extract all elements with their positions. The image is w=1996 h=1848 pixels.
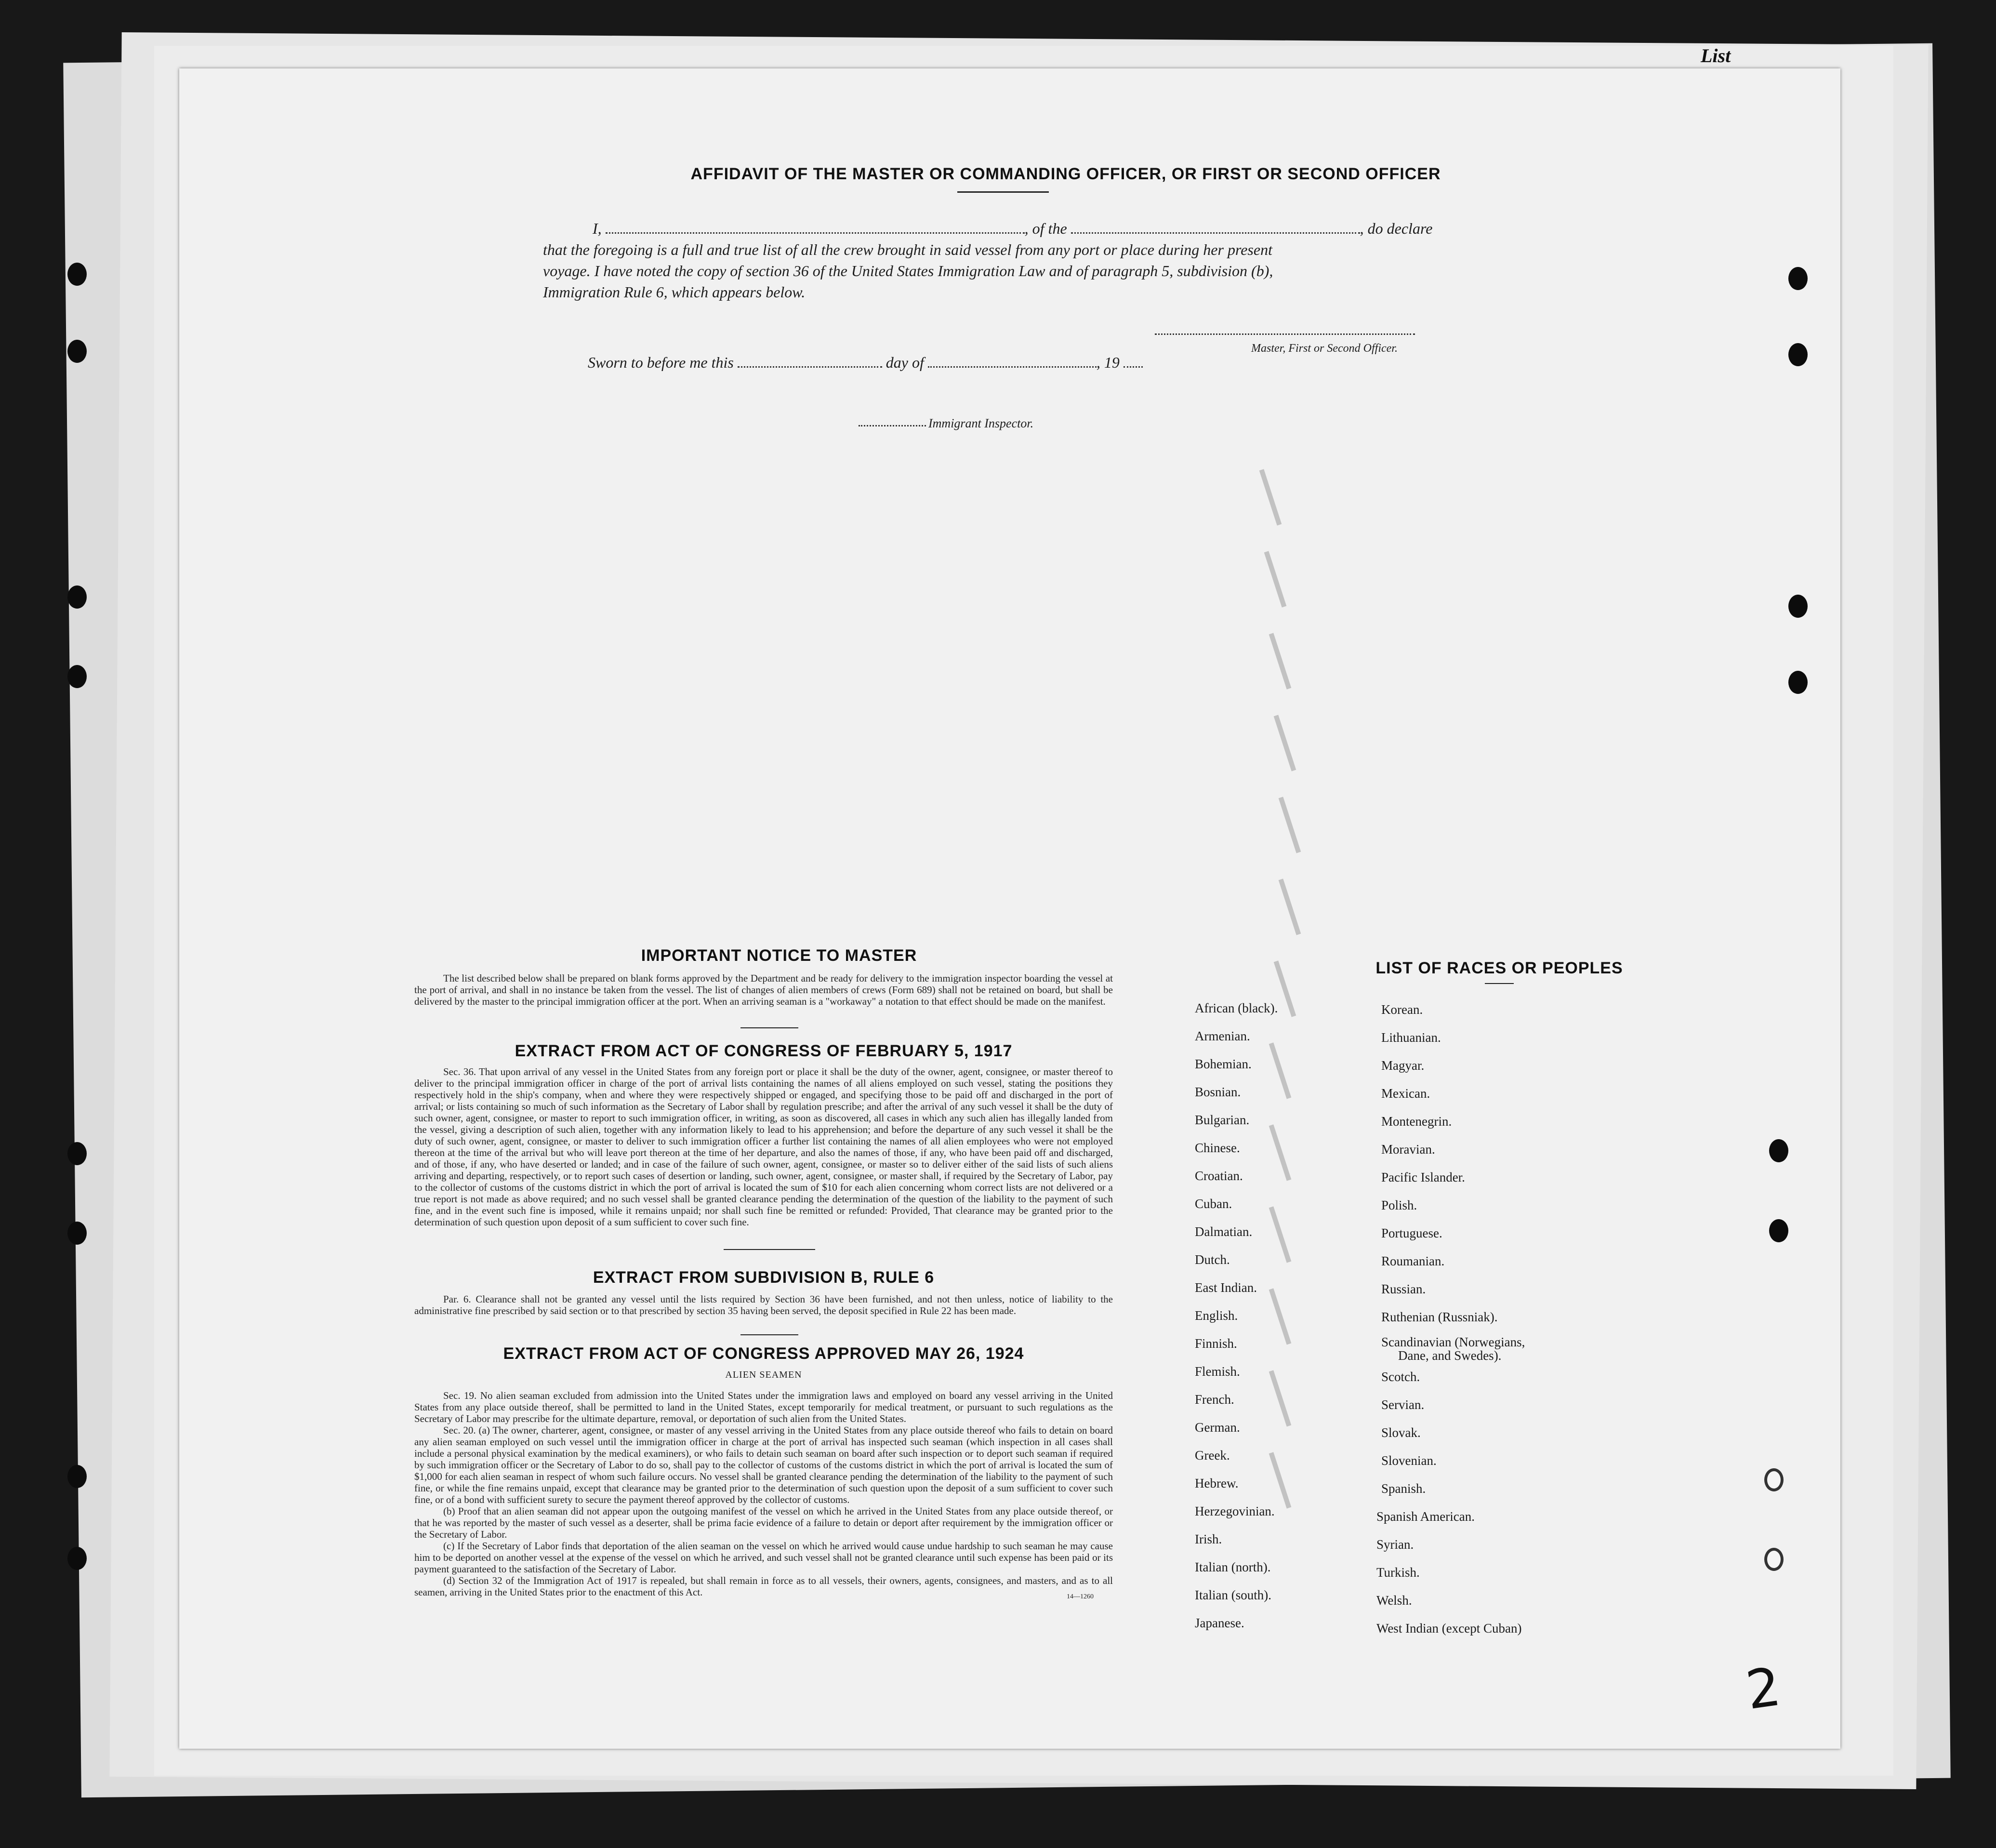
race-right: Magyar.: [1381, 1058, 1425, 1073]
sec20c: (c) If the Secretary of Labor finds that deportation of the alien seaman on the vessel on which he arrived would cause undue hardship to such seaman he may cause him to be deported on another vessel at the expense of the vessel on which he arrived, and such vessel shall not be granted clearance until such expense has been paid or its payment guaranteed to the satisfaction of the Secretary of Labor.: [414, 1540, 1113, 1575]
race-right: Syrian.: [1376, 1537, 1414, 1552]
race-left: Bosnian.: [1195, 1085, 1241, 1099]
section-rule: [740, 1334, 798, 1335]
signature-caption: Master, First or Second Officer.: [1251, 342, 1398, 355]
race-right: Spanish American.: [1376, 1509, 1475, 1524]
race-left: Croatian.: [1195, 1169, 1243, 1183]
race-right: Slovak.: [1381, 1425, 1421, 1440]
race-left: Greek.: [1195, 1448, 1230, 1462]
alien-seamen-subheading: ALIEN SEAMEN: [725, 1369, 802, 1380]
affidavit-line: that the foregoing is a full and true list of all the crew brought in said vessel from any port or place during her present: [543, 241, 1272, 258]
race-left: Hebrew.: [1195, 1476, 1239, 1490]
race-right: Turkish.: [1376, 1565, 1420, 1580]
sworn-year: , 19: [1096, 354, 1120, 371]
sworn-year-field: [1124, 366, 1143, 368]
race-left: Italian (south).: [1195, 1588, 1271, 1602]
binder-hole-icon: [1788, 671, 1808, 694]
race-right: Lithuanian.: [1381, 1030, 1441, 1045]
race-left: German.: [1195, 1420, 1240, 1435]
binder-hole-icon: [67, 1547, 87, 1570]
binder-hole-icon: [1788, 343, 1808, 366]
race-right: Mexican.: [1381, 1086, 1430, 1101]
race-left: Cuban.: [1195, 1197, 1232, 1211]
notice-heading: IMPORTANT NOTICE TO MASTER: [641, 946, 917, 965]
race-right: Russian.: [1381, 1282, 1426, 1296]
notice-body: The list described below shall be prepared on blank forms approved by the Department and be ready for delivery to the immigration inspector boarding the vessel at the port of arrival, and shall in no instance be taken from the vessel. The list of changes of alien members of crews (Form 689) shall not be retained on board, but shall be delivered by the master to the principal immigration officer at the port. When an arriving seaman is a "workaway" a notation to that effect should be made on the manifest.: [414, 972, 1113, 1007]
extract-1917-heading: EXTRACT FROM ACT OF CONGRESS OF FEBRUARY 5, 1917: [515, 1042, 1013, 1060]
extract-1924-heading: EXTRACT FROM ACT OF CONGRESS APPROVED MAY 26, 1924: [503, 1344, 1024, 1363]
form-page: [179, 68, 1840, 1749]
race-right: West Indian (except Cuban): [1376, 1621, 1522, 1635]
section-rule: [740, 1027, 798, 1028]
affidavit-i: I,: [593, 220, 602, 237]
sworn-prefix: Sworn to before me this: [588, 354, 734, 371]
heading-rule: [957, 191, 1049, 193]
sec19: Sec. 19. No alien seaman excluded from admission into the United States under the immigration laws and employed on board any vessel arriving in the United States from any place outside thereof, shall be permitted to land in the United States, except temporarily for medical treatment, or pursuant to such regulations as the Secretary of Labor may prescribe for the ultimate departure, removal, or deportation of such alien from the United States.: [414, 1390, 1113, 1424]
affidavit-body: [543, 218, 1644, 303]
race-right: Dane, and Swedes).: [1398, 1348, 1502, 1363]
corner-note: List: [1701, 45, 1731, 66]
race-left: Japanese.: [1195, 1616, 1244, 1630]
sworn-line: [588, 354, 1143, 372]
binder-hole-icon: [67, 1142, 87, 1165]
affidavit-declare: , do declare: [1360, 220, 1433, 237]
page-number: 2: [1742, 1655, 1785, 1722]
binder-hole-icon: [1769, 1219, 1788, 1242]
binder-hole-icon: [67, 1222, 87, 1245]
binder-hole-icon: [67, 665, 87, 688]
race-left: Finnish.: [1195, 1336, 1237, 1351]
name-field: [606, 232, 1025, 234]
affidavit-line: voyage. I have noted the copy of section 36 of the United States Immigration Law and of paragraph 5, subdivision (b),: [543, 262, 1273, 279]
race-right: Portuguese.: [1381, 1226, 1442, 1240]
sworn-day-field: [738, 366, 882, 368]
race-right: Polish.: [1381, 1198, 1417, 1212]
extract-rule6-body: Par. 6. Clearance shall not be granted any vessel until the lists required by Section 36 have been furnished, and not then unless, notice of liability to the administrative fine prescribed by said section or to that prescribed by section 35 having been served, the deposit specified in Rule 22 has been made.: [414, 1293, 1113, 1316]
race-left: Chinese.: [1195, 1141, 1240, 1155]
sec20a: Sec. 20. (a) The owner, charterer, agent, consignee, or master of any vessel arriving in the United States from any place outside thereof who fails to detain on board any alien seaman employed on such vessel until the immigration officer in charge at the port of arrival has inspected such seaman (which inspection in all cases shall include a personal physical examination by the medical examiners), or who fails to detain such seaman on board after such inspection or to deport such seaman if required by such immigration officer or the Secretary of Labor to do so, shall pay to the collector of customs of the customs district in which the port of arrival is located the sum of $1,000 for each alien seaman in respect of whom such failure occurs. No vessel shall be granted clearance pending the determination of the liability to the payment of such fine, or while the fine remains unpaid, except that clearance may be granted prior to the determination of such question upon the deposit of a sum sufficient to cover such fine, or of a bond with sufficient surety to secure the payment thereof approved by the collector of customs.: [414, 1424, 1113, 1505]
binder-hole-icon: [1788, 595, 1808, 618]
binder-hole-icon: [67, 340, 87, 363]
binder-hole-icon: [1764, 1548, 1784, 1571]
binder-hole-icon: [1788, 267, 1808, 290]
race-left: Herzegovinian.: [1195, 1504, 1275, 1518]
race-right: Scotch.: [1381, 1369, 1420, 1384]
section-rule: [724, 1249, 815, 1250]
race-right: Pacific Islander.: [1381, 1170, 1465, 1184]
inspector-caption: Immigrant Inspector.: [928, 416, 1034, 430]
binder-hole-icon: [1764, 1468, 1784, 1491]
binder-hole-icon: [67, 585, 87, 609]
race-left: Flemish.: [1195, 1364, 1240, 1379]
extract-1924-body: [414, 1390, 1113, 1601]
sec20b: (b) Proof that an alien seaman did not appear upon the outgoing manifest of the vessel on which he arrived in the United States from any place outside thereof, or that he was reported by the master of such vessel as a deserter, shall be prima facie evidence of a failure to detain or deport after requirement by the immigration officer or the Secretary of Labor.: [414, 1505, 1113, 1540]
sworn-day-of: day of: [886, 354, 924, 371]
race-right: Ruthenian (Russniak).: [1381, 1310, 1498, 1324]
race-left: French.: [1195, 1392, 1234, 1407]
race-left: Dutch.: [1195, 1252, 1230, 1267]
race-right: Servian.: [1381, 1397, 1425, 1412]
signature-line: [1155, 333, 1415, 335]
binder-hole-icon: [67, 1465, 87, 1488]
form-number: 14—1260: [1067, 1593, 1094, 1600]
race-right: Korean.: [1381, 1002, 1423, 1017]
race-left: English.: [1195, 1308, 1238, 1323]
race-left: African (black).: [1195, 1001, 1278, 1015]
affidavit-of-the: , of the: [1024, 220, 1067, 237]
race-right: Moravian.: [1381, 1142, 1435, 1157]
race-left: Bohemian.: [1195, 1057, 1252, 1071]
sec20d: (d) Section 32 of the Immigration Act of 1917 is repealed, but shall remain in force as to all vessels, their owners, agents, consignees, and masters, and as to all seamen, arriving in the United States prior to the enactment of this Act.: [414, 1575, 1113, 1598]
race-right: Scandinavian (Norwegians,: [1381, 1335, 1525, 1349]
vessel-field: [1071, 232, 1360, 234]
race-left: Irish.: [1195, 1532, 1222, 1546]
race-right: Roumanian.: [1381, 1254, 1445, 1268]
extract-rule6-heading: EXTRACT FROM SUBDIVISION B, RULE 6: [593, 1268, 935, 1287]
race-left: Armenian.: [1195, 1029, 1250, 1043]
race-left: East Indian.: [1195, 1280, 1257, 1295]
extract-1917-body: Sec. 36. That upon arrival of any vessel in the United States from any foreign port or place it shall be the duty of the owner, agent, consignee, or master thereof to deliver to the principal immigration officer in charge of the port of arrival lists containing the names of all aliens employed on such vessel, stating the positions they respectively hold in the ship's company, when and where they were respectively shipped or engaged, and specifying those to be paid off and discharged in the port of arrival; or lists containing so much of such information as the Secretary of Labor shall by regulation prescribe; and after the arrival of any such vessel it shall be the duty of such owner, agent, consignee, or master to report to such immigration officer, in writing, as soon as discovered, all cases in which any such alien has illegally landed from the vessel, giving a description of such alien, together with any information likely to lead to his apprehension; and before the departure of any such vessel it shall be the duty of such owner, agent, consignee, or master to deliver to such immigration officer a further list containing the names of all alien employees who were not employed thereon at the time of the arrival but who will leave port thereon at the time of her departure, and also the names of those, if any, who have been paid off and discharged, and of those, if any, who have deserted or landed; and in case of the failure of such owner, agent, consignee, or master so to deliver either of the said lists of such aliens arriving and departing, respectively, or to report such cases of desertion or landing, such owner, agent, consignee, or master shall, if required by the Secretary of Labor, pay to the collector of customs of the customs district in which the port of arrival is located the sum of $10 for each alien concerning whom correct lists are not delivered or a true report is not made as above required; and no such vessel shall be granted clearance pending the determination of the question of the liability to the payment of such fine, and in the event such fine is imposed, while it remains unpaid; nor shall such fine be remitted or refunded: Provided, That clearance may be granted prior to the determination of such question upon deposit of a sum sufficient to cover such fine.: [414, 1066, 1113, 1228]
affidavit-line: Immigration Rule 6, which appears below.: [543, 283, 806, 301]
races-heading: LIST OF RACES OR PEOPLES: [1375, 959, 1623, 977]
heading-rule: [1485, 983, 1514, 984]
affidavit-heading: AFFIDAVIT OF THE MASTER OR COMMANDING OFFICER, OR FIRST OR SECOND OFFICER: [690, 165, 1441, 183]
race-left: Italian (north).: [1195, 1560, 1271, 1574]
race-right: Spanish.: [1381, 1481, 1426, 1496]
race-right: Montenegrin.: [1381, 1114, 1452, 1129]
binder-hole-icon: [67, 263, 87, 286]
binder-hole-icon: [1769, 1139, 1788, 1162]
race-left: Dalmatian.: [1195, 1224, 1253, 1239]
race-right: Welsh.: [1376, 1593, 1412, 1608]
sworn-month-field: [928, 366, 1097, 368]
race-left: Bulgarian.: [1195, 1113, 1250, 1127]
inspector-line: [859, 425, 926, 426]
race-right: Slovenian.: [1381, 1453, 1437, 1468]
